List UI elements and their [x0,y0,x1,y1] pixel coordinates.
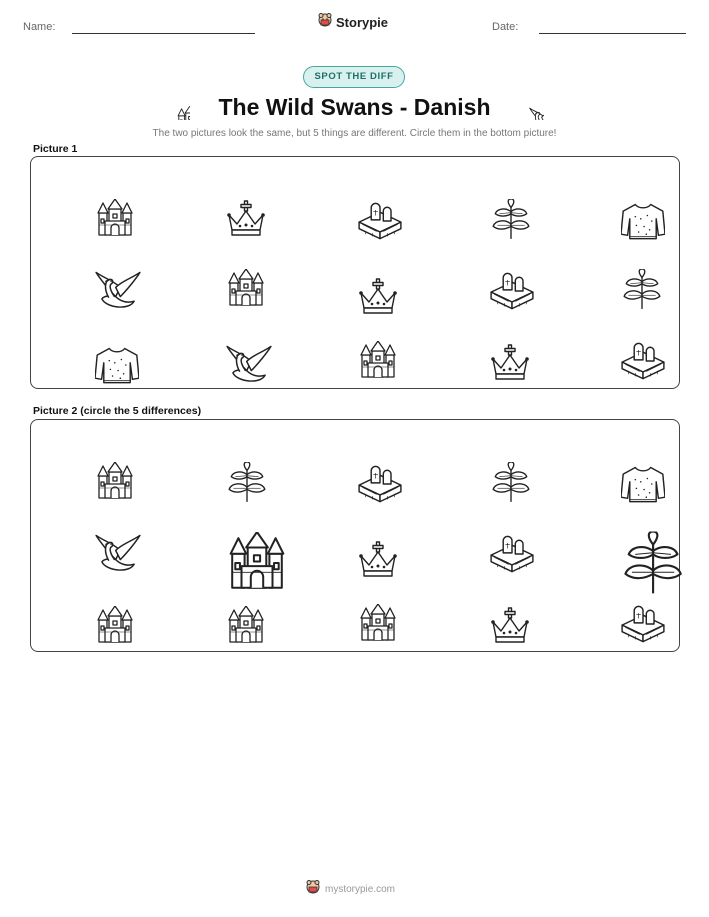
picture1-crown-icon [470,323,510,363]
storypie-logo-icon [306,880,320,899]
footer [306,880,395,899]
picture2-label: Picture 2 (circle the 5 differences) [33,405,202,417]
picture1-nettle-icon [600,248,642,290]
picture1-sweater-icon [599,177,643,221]
instructions: The two pictures look the same, but 5 things are different. Circle them in the bottom picture! [152,128,557,139]
picture1-graveyard-icon [599,317,643,361]
name-field[interactable] [72,33,255,34]
picture1-panel [30,156,680,389]
picture1-label: Picture 1 [33,143,78,155]
picture2-crown-icon[interactable] [470,586,510,626]
brand-name: Storypie [336,15,389,30]
picture2-castle-icon[interactable] [206,586,246,626]
picture1-castle-icon [206,249,246,289]
picture2-swan-icon[interactable] [72,509,118,555]
picture2-castle-icon[interactable] [338,584,378,624]
page-title: The Wild Swans - Danish [218,94,491,120]
picture1-crown-icon [338,257,378,297]
date-label: Date: [492,21,519,33]
spot-the-diff-badge: SPOT THE DIFF [303,66,405,88]
picture1-graveyard-icon [468,247,512,291]
picture2-nettle-icon[interactable] [205,441,247,483]
picture2-graveyard-icon[interactable] [468,510,512,554]
picture2-graveyard-icon[interactable] [336,440,380,484]
picture2-castle-icon[interactable] [195,501,257,563]
picture1-castle-icon [338,321,378,361]
title-row [0,92,709,122]
picture2-panel[interactable] [30,419,680,652]
picture1-sweater-icon [73,321,117,365]
picture1-nettle-icon [469,178,511,220]
footer-url[interactable]: mystorypie.com [325,884,396,895]
brand [318,13,388,32]
picture2-sweater-icon[interactable] [599,440,643,484]
picture2-castle-icon[interactable] [75,586,115,626]
picture2-crown-icon[interactable] [338,520,378,560]
picture2-nettle-icon[interactable] [588,499,653,564]
picture1-swan-icon [72,246,118,292]
picture1-castle-icon [75,179,115,219]
picture1-swan-icon [203,320,249,366]
picture1-graveyard-icon [336,177,380,221]
storypie-logo-icon [318,13,332,32]
picture2-nettle-icon[interactable] [469,441,511,483]
swan-icon [514,92,544,125]
date-field[interactable] [539,33,686,34]
picture1-crown-icon [206,179,246,219]
picture2-castle-icon[interactable] [75,442,115,482]
picture2-graveyard-icon[interactable] [599,580,643,624]
name-label: Name: [23,21,56,33]
castle-icon [162,92,190,125]
